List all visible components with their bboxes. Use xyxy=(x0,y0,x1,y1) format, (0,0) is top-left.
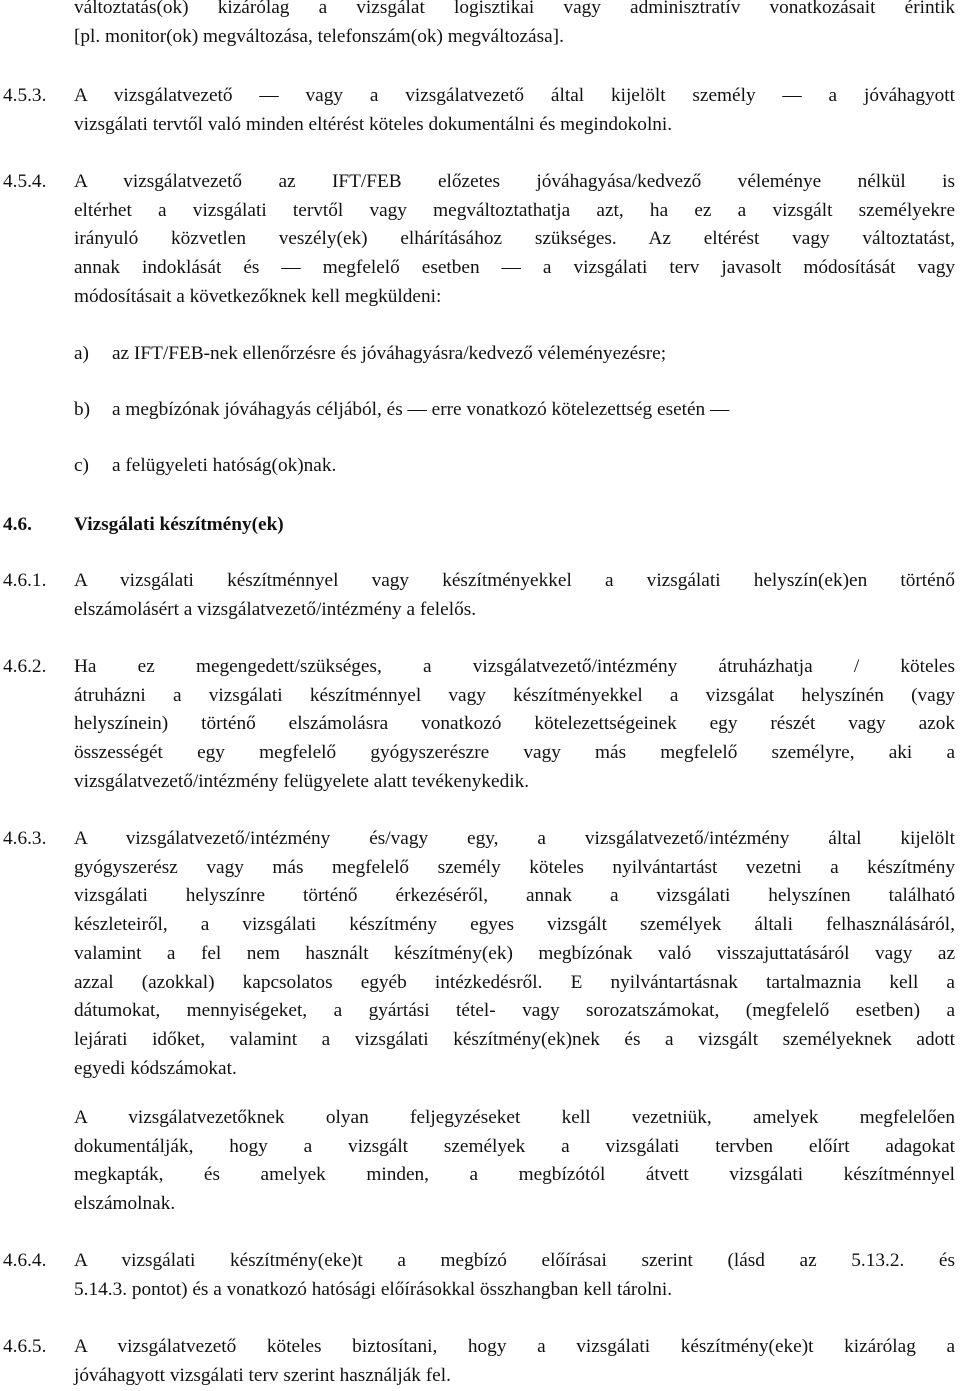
text-line: vizsgálati helyszínre történő érkezéséről, annak a vizsgálati helyszínen található xyxy=(74,885,955,907)
text-line: lejárati időket, valamint a vizsgálati készítmény(ek)nek és a vizsgált személyeknek adott xyxy=(74,1028,955,1050)
text-line: A vizsgálatvezetőknek olyan feljegyzéseket kell vezetniük, amelyek megfelelően xyxy=(74,1107,955,1128)
text-line: vizsgálatvezető/intézmény felügyelete alatt tevékenykedik. xyxy=(74,770,530,792)
text-line: dokumentálják, hogy a vizsgált személyek a vizsgálati tervben előírt adagokat xyxy=(74,1135,955,1157)
text-line: irányuló közvetlen veszély(ek) elhárításához szükséges. Az eltérést vagy változtatást, xyxy=(74,228,955,250)
text-line: gyógyszerész vagy más megfelelő személy köteles nyilvántartást vezetni a készítmény xyxy=(74,856,955,878)
text-line: valamint a fel nem használt készítmény(ek) megbízónak való visszajuttatásáról vagy az xyxy=(74,942,955,964)
text-line: készleteiről, a vizsgálati készítmény egyes vizsgált személyek általi felhasználásáról, xyxy=(74,914,955,936)
text-line: átruházni a vizsgálati készítménnyel vagy készítményekkel a vizsgálat helyszínén (vagy xyxy=(74,684,955,706)
text-line: A vizsgálatvezető az IFT/FEB előzetes jóváhagyása/kedvező véleménye nélkül is xyxy=(74,171,955,192)
section-number: 4.5.3. xyxy=(3,85,47,106)
text-line: elszámolnak. xyxy=(74,1193,176,1215)
text-line: vizsgálati tervtől való minden eltérést köteles dokumentálni és megindokolni. xyxy=(74,113,673,135)
list-text: a felügyeleti hatóság(ok)nak. xyxy=(112,455,337,476)
list-text: az IFT/FEB-nek ellenőrzésre és jóváhagyásra/kedvező véleményezésre; xyxy=(112,343,667,364)
section-title: Vizsgálati készítmény(ek) xyxy=(74,514,284,535)
section-number: 4.6.3. xyxy=(3,828,47,849)
section-number: 4.6.2. xyxy=(3,656,47,677)
list-letter: c) xyxy=(74,455,89,476)
text-line: 5.14.3. pontot) és a vonatkozó hatósági előírásokkal összhangban kell tárolni. xyxy=(74,1278,673,1300)
text-line: elszámolásért a vizsgálatvezető/intézmény a felelős. xyxy=(74,598,477,620)
text-line: megkapták, és amelyek minden, a megbízótól átvett vizsgálati készítménnyel xyxy=(74,1164,955,1186)
text-line: annak indoklását és — megfelelő esetben — a vizsgálati terv javasolt módosítását vagy xyxy=(74,257,955,279)
text-line: változtatás(ok) kizárólag a vizsgálat logisztikai vagy adminisztratív vonatkozásait érintik xyxy=(74,0,955,18)
text-line: jóváhagyott vizsgálati terv szerint használják fel. xyxy=(74,1364,451,1386)
list-text: a megbízónak jóváhagyás céljából, és — erre vonatkozó kötelezettség esetén — xyxy=(112,399,730,420)
text-line: eltérhet a vizsgálati tervtől vagy megváltoztathatja azt, ha ez a vizsgált személyekre xyxy=(74,199,955,221)
list-letter: a) xyxy=(74,343,89,364)
text-line: A vizsgálati készítmény(eke)t a megbízó előírásai szerint (lásd az 5.13.2. és xyxy=(74,1250,955,1271)
text-line: A vizsgálatvezető — vagy a vizsgálatvezető által kijelölt személy — a jóváhagyott xyxy=(74,85,955,106)
text-line: A vizsgálatvezető köteles biztosítani, hogy a vizsgálati készítmény(eke)t kizárólag a xyxy=(74,1336,955,1357)
text-line: egyedi kódszámokat. xyxy=(74,1057,237,1079)
section-number: 4.6.4. xyxy=(3,1250,47,1271)
text-line: A vizsgálatvezető/intézmény és/vagy egy, a vizsgálatvezető/intézmény által kijelölt xyxy=(74,828,955,849)
text-line: módosításait a következőknek kell megküldeni: xyxy=(74,285,442,307)
section-number: 4.6.1. xyxy=(3,570,47,591)
text-line: dátumokat, mennyiségeket, a gyártási tétel- vagy sorozatszámokat, (megfelelő esetben) a xyxy=(74,1000,955,1022)
text-line: [pl. monitor(ok) megváltozása, telefonszám(ok) megváltozása]. xyxy=(74,25,564,47)
text-line: összességét egy megfelelő gyógyszerészre vagy más megfelelő személyre, aki a xyxy=(74,742,955,764)
text-line: azzal (azokkal) kapcsolatos egyéb intézkedésről. E nyilvántartásnak tartalmaznia kell a xyxy=(74,971,955,993)
text-line: A vizsgálati készítménnyel vagy készítményekkel a vizsgálati helyszín(ek)en történő xyxy=(74,570,955,591)
section-number: 4.6. xyxy=(3,514,32,535)
list-letter: b) xyxy=(74,399,91,420)
text-line: Ha ez megengedett/szükséges, a vizsgálatvezető/intézmény átruházhatja / köteles xyxy=(74,656,955,677)
section-number: 4.5.4. xyxy=(3,171,47,192)
section-number: 4.6.5. xyxy=(3,1336,47,1357)
text-line: helyszínein) történő elszámolásra vonatkozó kötelezettségeinek egy részét vagy azok xyxy=(74,713,955,735)
